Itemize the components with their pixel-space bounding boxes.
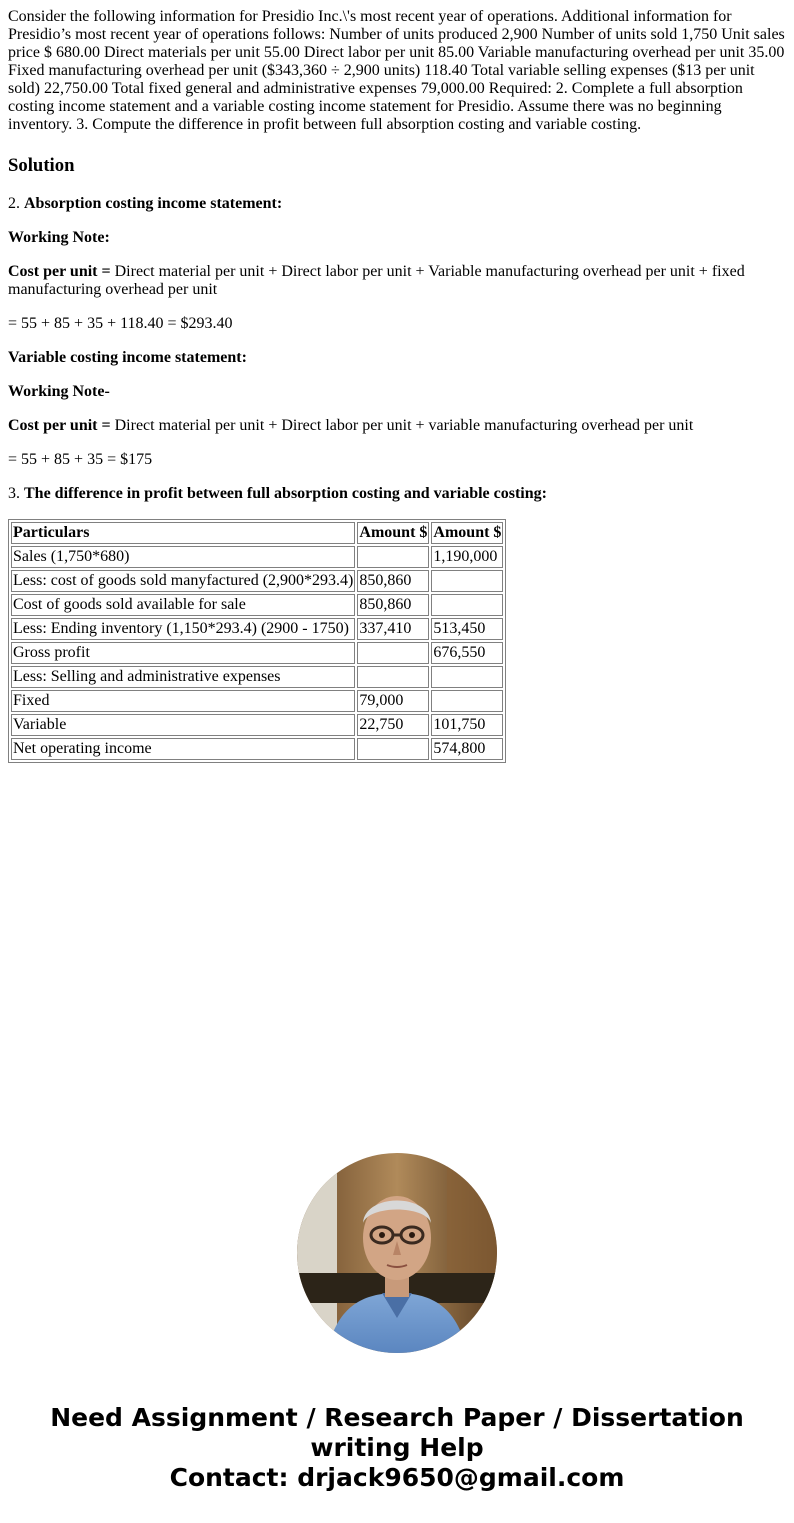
- table-cell: [357, 642, 429, 664]
- table-cell: 574,800: [431, 738, 503, 760]
- table-cell: Net operating income: [11, 738, 355, 760]
- table-cell: Sales (1,750*680): [11, 546, 355, 568]
- table-row: [11, 618, 503, 640]
- table-header-cell: Amount $: [357, 522, 429, 544]
- absorption-working-note-label: Working Note:: [8, 229, 110, 246]
- table-cell: [431, 666, 503, 688]
- question-text: Consider the following information for Presidio Inc.\'s most recent year of operations. Additional information for Presidio’s most recent year of operations follows: Number of units produced 2,900 Number of units sold 1,750 Unit sales price $ 680.00 Direct materials per unit 55.00 Direct labor per unit 85.00 Variable manufacturing overhead per unit 35.00 Fixed manufacturing overhead per unit ($343,360 ÷ 2,900 units) 118.40 Total variable selling expenses ($13 per unit sold) 22,750.00 Total fixed general and administrative expenses 79,000.00 Required: 2. Complete a full absorption costing income statement and a variable costing income statement for Presidio. Assume there was no beginning inventory. 3. Compute the difference in profit between full absorption costing and variable costing.: [8, 8, 785, 133]
- table-row: [11, 570, 503, 592]
- variable-cost-formula-text: Direct material per unit + Direct labor per unit + variable manufacturing overhead per unit: [110, 417, 694, 434]
- avatar-photo: [297, 1153, 497, 1353]
- variable-cost-result: = 55 + 85 + 35 = $175: [8, 451, 153, 468]
- table-cell: [431, 690, 503, 712]
- footer-line-2: writing Help: [310, 1433, 484, 1462]
- table-row: [11, 690, 503, 712]
- table-cell: Variable: [11, 714, 355, 736]
- table-header-cell: Amount $: [431, 522, 503, 544]
- variable-costing-heading: Variable costing income statement:: [8, 349, 247, 366]
- author-avatar: [297, 1153, 497, 1353]
- section-2-heading: [8, 195, 788, 213]
- variable-cost-label: Cost per unit =: [8, 417, 111, 434]
- table-cell: 1,190,000: [431, 546, 503, 568]
- table-cell: 337,410: [357, 618, 429, 640]
- table-cell: [431, 570, 503, 592]
- table-cell: 850,860: [357, 594, 429, 616]
- document-body: [8, 8, 788, 763]
- variable-working-note-label: Working Note-: [8, 383, 110, 400]
- table-row: [11, 546, 503, 568]
- table-cell: [357, 738, 429, 760]
- table-header-row: [11, 522, 503, 544]
- footer-banner: [0, 1403, 794, 1493]
- income-statement-table: [8, 519, 506, 763]
- table-cell: Fixed: [11, 690, 355, 712]
- table-cell: 513,450: [431, 618, 503, 640]
- section-2-number: 2.: [8, 195, 20, 212]
- table-header-cell: Particulars: [11, 522, 355, 544]
- absorption-cost-label: Cost per unit =: [8, 263, 111, 280]
- table-cell: 101,750: [431, 714, 503, 736]
- table-row: [11, 666, 503, 688]
- footer-line-1: Need Assignment / Research Paper / Dissertation: [50, 1403, 744, 1432]
- table-cell: [357, 666, 429, 688]
- table-cell: Cost of goods sold available for sale: [11, 594, 355, 616]
- section-3-heading: [8, 485, 788, 503]
- table-cell: Less: cost of goods sold manyfactured (2,900*293.4): [11, 570, 355, 592]
- section-2-title: Absorption costing income statement:: [24, 195, 283, 212]
- table-row: [11, 714, 503, 736]
- absorption-cost-result: = 55 + 85 + 35 + 118.40 = $293.40: [8, 315, 233, 332]
- table-cell: Less: Selling and administrative expenses: [11, 666, 355, 688]
- solution-heading: Solution: [8, 155, 75, 176]
- table-row: [11, 594, 503, 616]
- section-3-number: 3.: [8, 485, 20, 502]
- table-cell: 850,860: [357, 570, 429, 592]
- section-3-title: The difference in profit between full absorption costing and variable costing:: [24, 485, 547, 502]
- table-cell: 676,550: [431, 642, 503, 664]
- table-cell: Less: Ending inventory (1,150*293.4) (2900 - 1750): [11, 618, 355, 640]
- table-row: [11, 642, 503, 664]
- table-cell: Gross profit: [11, 642, 355, 664]
- variable-cost-formula: [8, 417, 788, 435]
- table-cell: 22,750: [357, 714, 429, 736]
- table-cell: [357, 546, 429, 568]
- footer-contact: Contact: drjack9650@gmail.com: [169, 1463, 625, 1492]
- absorption-cost-formula-text: Direct material per unit + Direct labor per unit + Variable manufacturing overhead per unit + fixed manufacturing overhead per unit: [8, 263, 745, 298]
- table-cell: [431, 594, 503, 616]
- absorption-cost-formula: [8, 263, 788, 299]
- table-cell: 79,000: [357, 690, 429, 712]
- table-row: [11, 738, 503, 760]
